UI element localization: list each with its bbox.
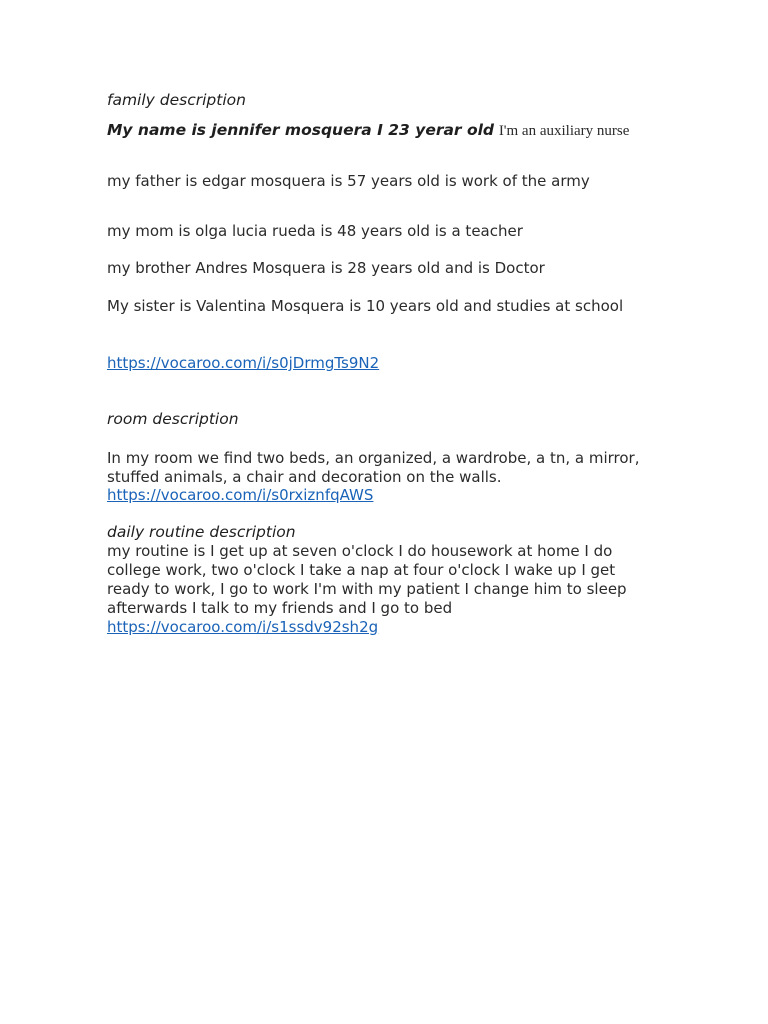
family-audio-link[interactable]: https://vocaroo.com/i/s0jDrmgTs9N2 xyxy=(107,354,380,372)
mom-line: my mom is olga lucia rueda is 48 years old is a teacher xyxy=(107,222,523,240)
routine-line: ready to work, I go to work I'm with my patient I change him to sleep xyxy=(107,580,627,598)
room-heading: room description xyxy=(107,410,239,428)
intro-rest-text: I'm an auxiliary nurse xyxy=(498,123,630,139)
room-line: In my room we find two beds, an organized, a wardrobe, a tn, a mirror, xyxy=(107,449,640,467)
intro-line xyxy=(107,121,629,141)
room-paragraph xyxy=(107,449,639,487)
father-line: my father is edgar mosquera is 57 years old is work of the army xyxy=(107,172,590,190)
room-line: stuffed animals, a chair and decoration on the walls. xyxy=(107,468,502,486)
routine-line: college work, two o'clock I take a nap at four o'clock I wake up I get xyxy=(107,561,616,579)
brother-line: my brother Andres Mosquera is 28 years old and is Doctor xyxy=(107,259,545,277)
routine-paragraph xyxy=(107,542,627,618)
routine-line: afterwards I talk to my friends and I go to bed xyxy=(107,599,453,617)
routine-heading: daily routine description xyxy=(107,523,296,541)
routine-audio-link[interactable]: https://vocaroo.com/i/s1ssdv92sh2g xyxy=(107,618,379,636)
routine-line: my routine is I get up at seven o'clock I do housework at home I do xyxy=(107,542,613,560)
intro-bold-text: My name is jennifer mosquera I 23 yerar old xyxy=(107,121,495,139)
sister-line: My sister is Valentina Mosquera is 10 years old and studies at school xyxy=(107,297,624,315)
room-audio-link[interactable]: https://vocaroo.com/i/s0rxiznfqAWS xyxy=(107,486,374,504)
family-heading: family description xyxy=(107,91,246,109)
